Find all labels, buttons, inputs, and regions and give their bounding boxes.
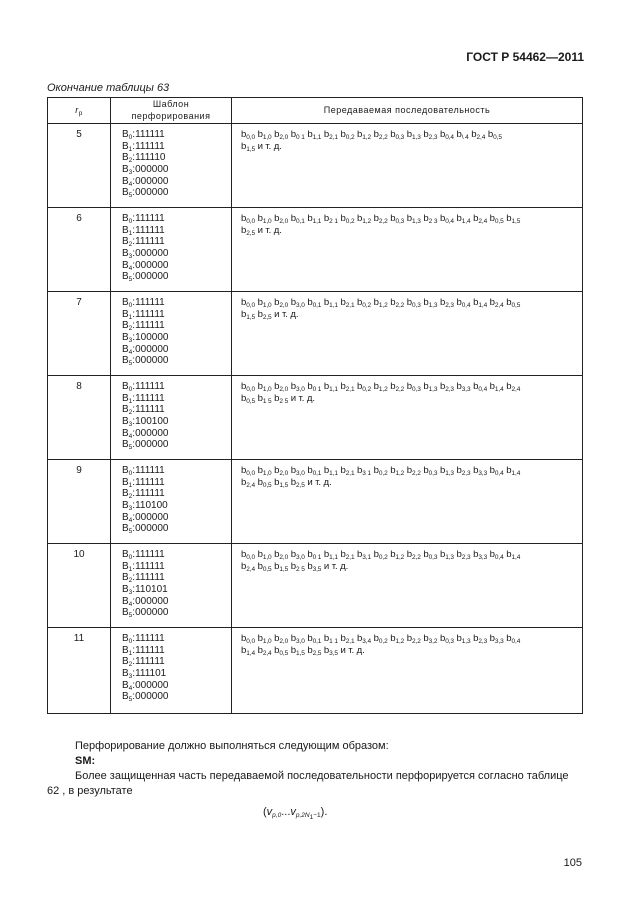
table-row [48, 460, 583, 544]
template-line: $B_0:111111$ [122, 381, 165, 394]
header-template: Шаблон перфорирования [111, 98, 232, 124]
template-line: $B_1:111111$ [122, 392, 165, 405]
template-cell [111, 376, 232, 460]
template-line: $B_4:000000$ [122, 343, 169, 356]
rp-cell: 7 [48, 292, 111, 376]
header-sequence: Передаваемая последовательность [232, 98, 583, 124]
rp-cell: 11 [48, 628, 111, 714]
template-line: $B_0:111111$ [122, 633, 165, 646]
template-line: $B_5:000000$ [122, 523, 169, 536]
sequence-cell [232, 124, 583, 208]
template-cell [111, 208, 232, 292]
standard-header: ГОСТ Р 54462—2011 [466, 50, 584, 64]
template-line: $B_2:111111$ [122, 656, 165, 669]
template-line: $B_4:000000$ [122, 679, 169, 692]
template-line: $B_1:111111$ [122, 476, 165, 489]
perforation-table [47, 97, 583, 714]
template-line: $B_2:111111$ [122, 572, 165, 585]
sequence-cell [232, 628, 583, 714]
table-row [48, 544, 583, 628]
table-row [48, 124, 583, 208]
table-row [48, 628, 583, 714]
table-row [48, 208, 583, 292]
paragraph-perforation-detail: Более защищенная часть передаваемой последовательности перфорируется согласно таблице 62 , в результате [47, 770, 569, 797]
template-line: $B_0:111111$ [122, 549, 165, 562]
template-line: $B_2:111111$ [122, 320, 165, 333]
template-line: $B_1:111111$ [122, 140, 165, 153]
sequence-line: $b_{0,0}$ $b_{1,0}$ $b_{2,0}$ $b_{0,1}$ $b_{1,1}$ $b_{2 1}$ $b_{0,2}$ $b_{1,2}$ $b_{2,2}$ $b_{0,3}$ $b_{1,3}$ $b_{2 3}$ $b_{0,4}$ $b_{1,4}$ $b_{2,4}$ $b_{0,5}$ $b_{1,5}$ [241, 213, 521, 226]
template-line: $B_5:000000$ [122, 439, 169, 452]
rp-cell: 5 [48, 124, 111, 208]
template-cell [111, 628, 232, 714]
sequence-line: $b_{0,0}$ $b_{1,0}$ $b_{2,0}$ $b_{3,0}$ $b_{0 1}$ $b_{1,1}$ $b_{2,1}$ $b_{3,1}$ $b_{0,2}$ $b_{1,2}$ $b_{2,2}$ $b_{0,3}$ $b_{1,3}$ $b_{2,3}$ $b_{3,3}$ $b_{0,4}$ $b_{1,4}$ [241, 549, 521, 562]
template-line: $B_4:000000$ [122, 427, 169, 440]
table-row [48, 292, 583, 376]
template-line: $B_3:000000$ [122, 247, 169, 260]
template-line: $B_1:111111$ [122, 644, 165, 657]
sequence-cell [232, 208, 583, 292]
sequence-line: $b_{0,5}$ $b_{1 5}$ $b_{2 5}$ и т. д. [241, 392, 315, 405]
template-cell [111, 544, 232, 628]
template-line: $B_3:000000$ [122, 163, 169, 176]
sequence-line: $b_{2,4}$ $b_{0,5}$ $b_{1,5}$ $b_{2,5}$ и т. д. [241, 476, 332, 489]
template-line: $B_1:111111$ [122, 224, 165, 237]
sequence-line: $b_{0,0}$ $b_{1,0}$ $b_{2,0}$ $b_{3,0}$ $b_{0,1}$ $b_{1,1}$ $b_{2,1}$ $b_{3 1}$ $b_{0,2}$ $b_{1,2}$ $b_{2,2}$ $b_{0,3}$ $b_{1,3}$ $b_{2,3}$ $b_{3,3}$ $b_{0,4}$ $b_{1,4}$ [241, 465, 521, 478]
template-line: $B_4:000000$ [122, 595, 169, 608]
template-line: $B_3:110101$ [122, 583, 168, 596]
template-line: $B_5:000000$ [122, 271, 169, 284]
template-line: $B_0:111111$ [122, 129, 165, 142]
template-cell [111, 292, 232, 376]
template-line: $B_3:110100$ [122, 499, 168, 512]
template-line: $B_2:111111$ [122, 488, 165, 501]
sequence-line: $b_{2,5}$ и т. д. [241, 224, 282, 237]
template-line: $B_4:000000$ [122, 175, 169, 188]
rp-cell: 10 [48, 544, 111, 628]
rp-cell: 9 [48, 460, 111, 544]
template-line: $B_0:111111$ [122, 213, 165, 226]
template-line: $B_5:000000$ [122, 187, 169, 200]
template-cell [111, 460, 232, 544]
template-line: $B_4:000000$ [122, 511, 169, 524]
sequence-line: $b_{1,5}$ $b_{2,5}$ и т. д. [241, 308, 299, 321]
sequence-line: $b_{1,5}$ и т. д. [241, 140, 282, 153]
sequence-line: $b_{0,0}$ $b_{1,0}$ $b_{2,0}$ $b_{0 1}$ $b_{1,1}$ $b_{2,1}$ $b_{0,2}$ $b_{1,2}$ $b_{2,2}$ $b_{0,3}$ $b_{1,3}$ $b_{2,3}$ $b_{0,4}$ $b_{\backslash 4}$ $b_{2,4}$ $b_{0,5}$ [241, 129, 502, 142]
table-caption: Окончание таблицы 63 [47, 82, 170, 94]
template-line: $B_1:111111$ [122, 308, 165, 321]
sequence-line: $b_{0,0}$ $b_{1,0}$ $b_{2,0}$ $b_{3,0}$ $b_{0,1}$ $b_{1 1}$ $b_{2,1}$ $b_{3,4}$ $b_{0,2}$ $b_{1,2}$ $b_{2,2}$ $b_{3,2}$ $b_{0,3}$ $b_{1,3}$ $b_{2,3}$ $b_{3,3}$ $b_{0,4}$ [241, 633, 521, 646]
template-line: $B_3:100100$ [122, 415, 169, 428]
template-line: $B_5:000000$ [122, 607, 169, 620]
sequence-line: $b_{0,0}$ $b_{1,0}$ $b_{2,0}$ $b_{3,0}$ $b_{0 1}$ $b_{1,1}$ $b_{2,1}$ $b_{0,2}$ $b_{1,2}$ $b_{2,2}$ $b_{0,3}$ $b_{1,3}$ $b_{2,3}$ $b_{3,3}$ $b_{0,4}$ $b_{1,4}$ $b_{2,4}$ [241, 381, 521, 394]
template-line: $B_5:000000$ [122, 355, 169, 368]
sequence-line: $b_{0,0}$ $b_{1,0}$ $b_{2,0}$ $b_{3,0}$ $b_{0,1}$ $b_{1,1}$ $b_{2,1}$ $b_{0,2}$ $b_{1,2}$ $b_{2,2}$ $b_{0,3}$ $b_{1,3}$ $b_{2,3}$ $b_{0,4}$ $b_{1,4}$ $b_{2,4}$ $b_{0,5}$ [241, 297, 521, 310]
paragraph-perforation-intro: Перфорирование должно выполняться следующим образом: [75, 740, 389, 752]
sequence-cell [232, 460, 583, 544]
template-line: $B_4:000000$ [122, 259, 169, 272]
sequence-cell [232, 376, 583, 460]
table-row [48, 376, 583, 460]
page-number: 105 [563, 857, 582, 869]
template-line: $B_0:111111$ [122, 297, 165, 310]
template-line: $B_2:111110$ [122, 152, 166, 165]
template-line: $B_5:000000$ [122, 691, 169, 704]
sequence-line: $b_{1,4}$ $b_{2,4}$ $b_{0,5}$ $b_{1,5}$ $b_{2,5}$ $b_{3,5}$ и т. д. [241, 644, 365, 657]
template-line: $B_2:111111$ [122, 404, 165, 417]
sequence-cell [232, 544, 583, 628]
header-rp: $r_p$ [48, 98, 111, 124]
template-line: $B_2:111111$ [122, 236, 165, 249]
template-cell [111, 124, 232, 208]
template-line: $B_0:111111$ [122, 465, 165, 478]
sequence-formula: $(v_{p,0}...v_{p,2N_1-1})$. [263, 806, 328, 821]
rp-cell: 6 [48, 208, 111, 292]
template-line: $B_3:100000$ [122, 331, 169, 344]
template-line: $B_3:111101$ [122, 667, 167, 680]
template-line: $B_1:111111$ [122, 560, 165, 573]
table-header-row [48, 98, 583, 124]
sequence-line: $b_{2,4}$ $b_{0,5}$ $b_{1,5}$ $b_{2 5}$ $b_{3,5}$ и т. д. [241, 560, 349, 573]
sm-label: SM: [75, 755, 96, 767]
rp-cell: 8 [48, 376, 111, 460]
sequence-cell [232, 292, 583, 376]
